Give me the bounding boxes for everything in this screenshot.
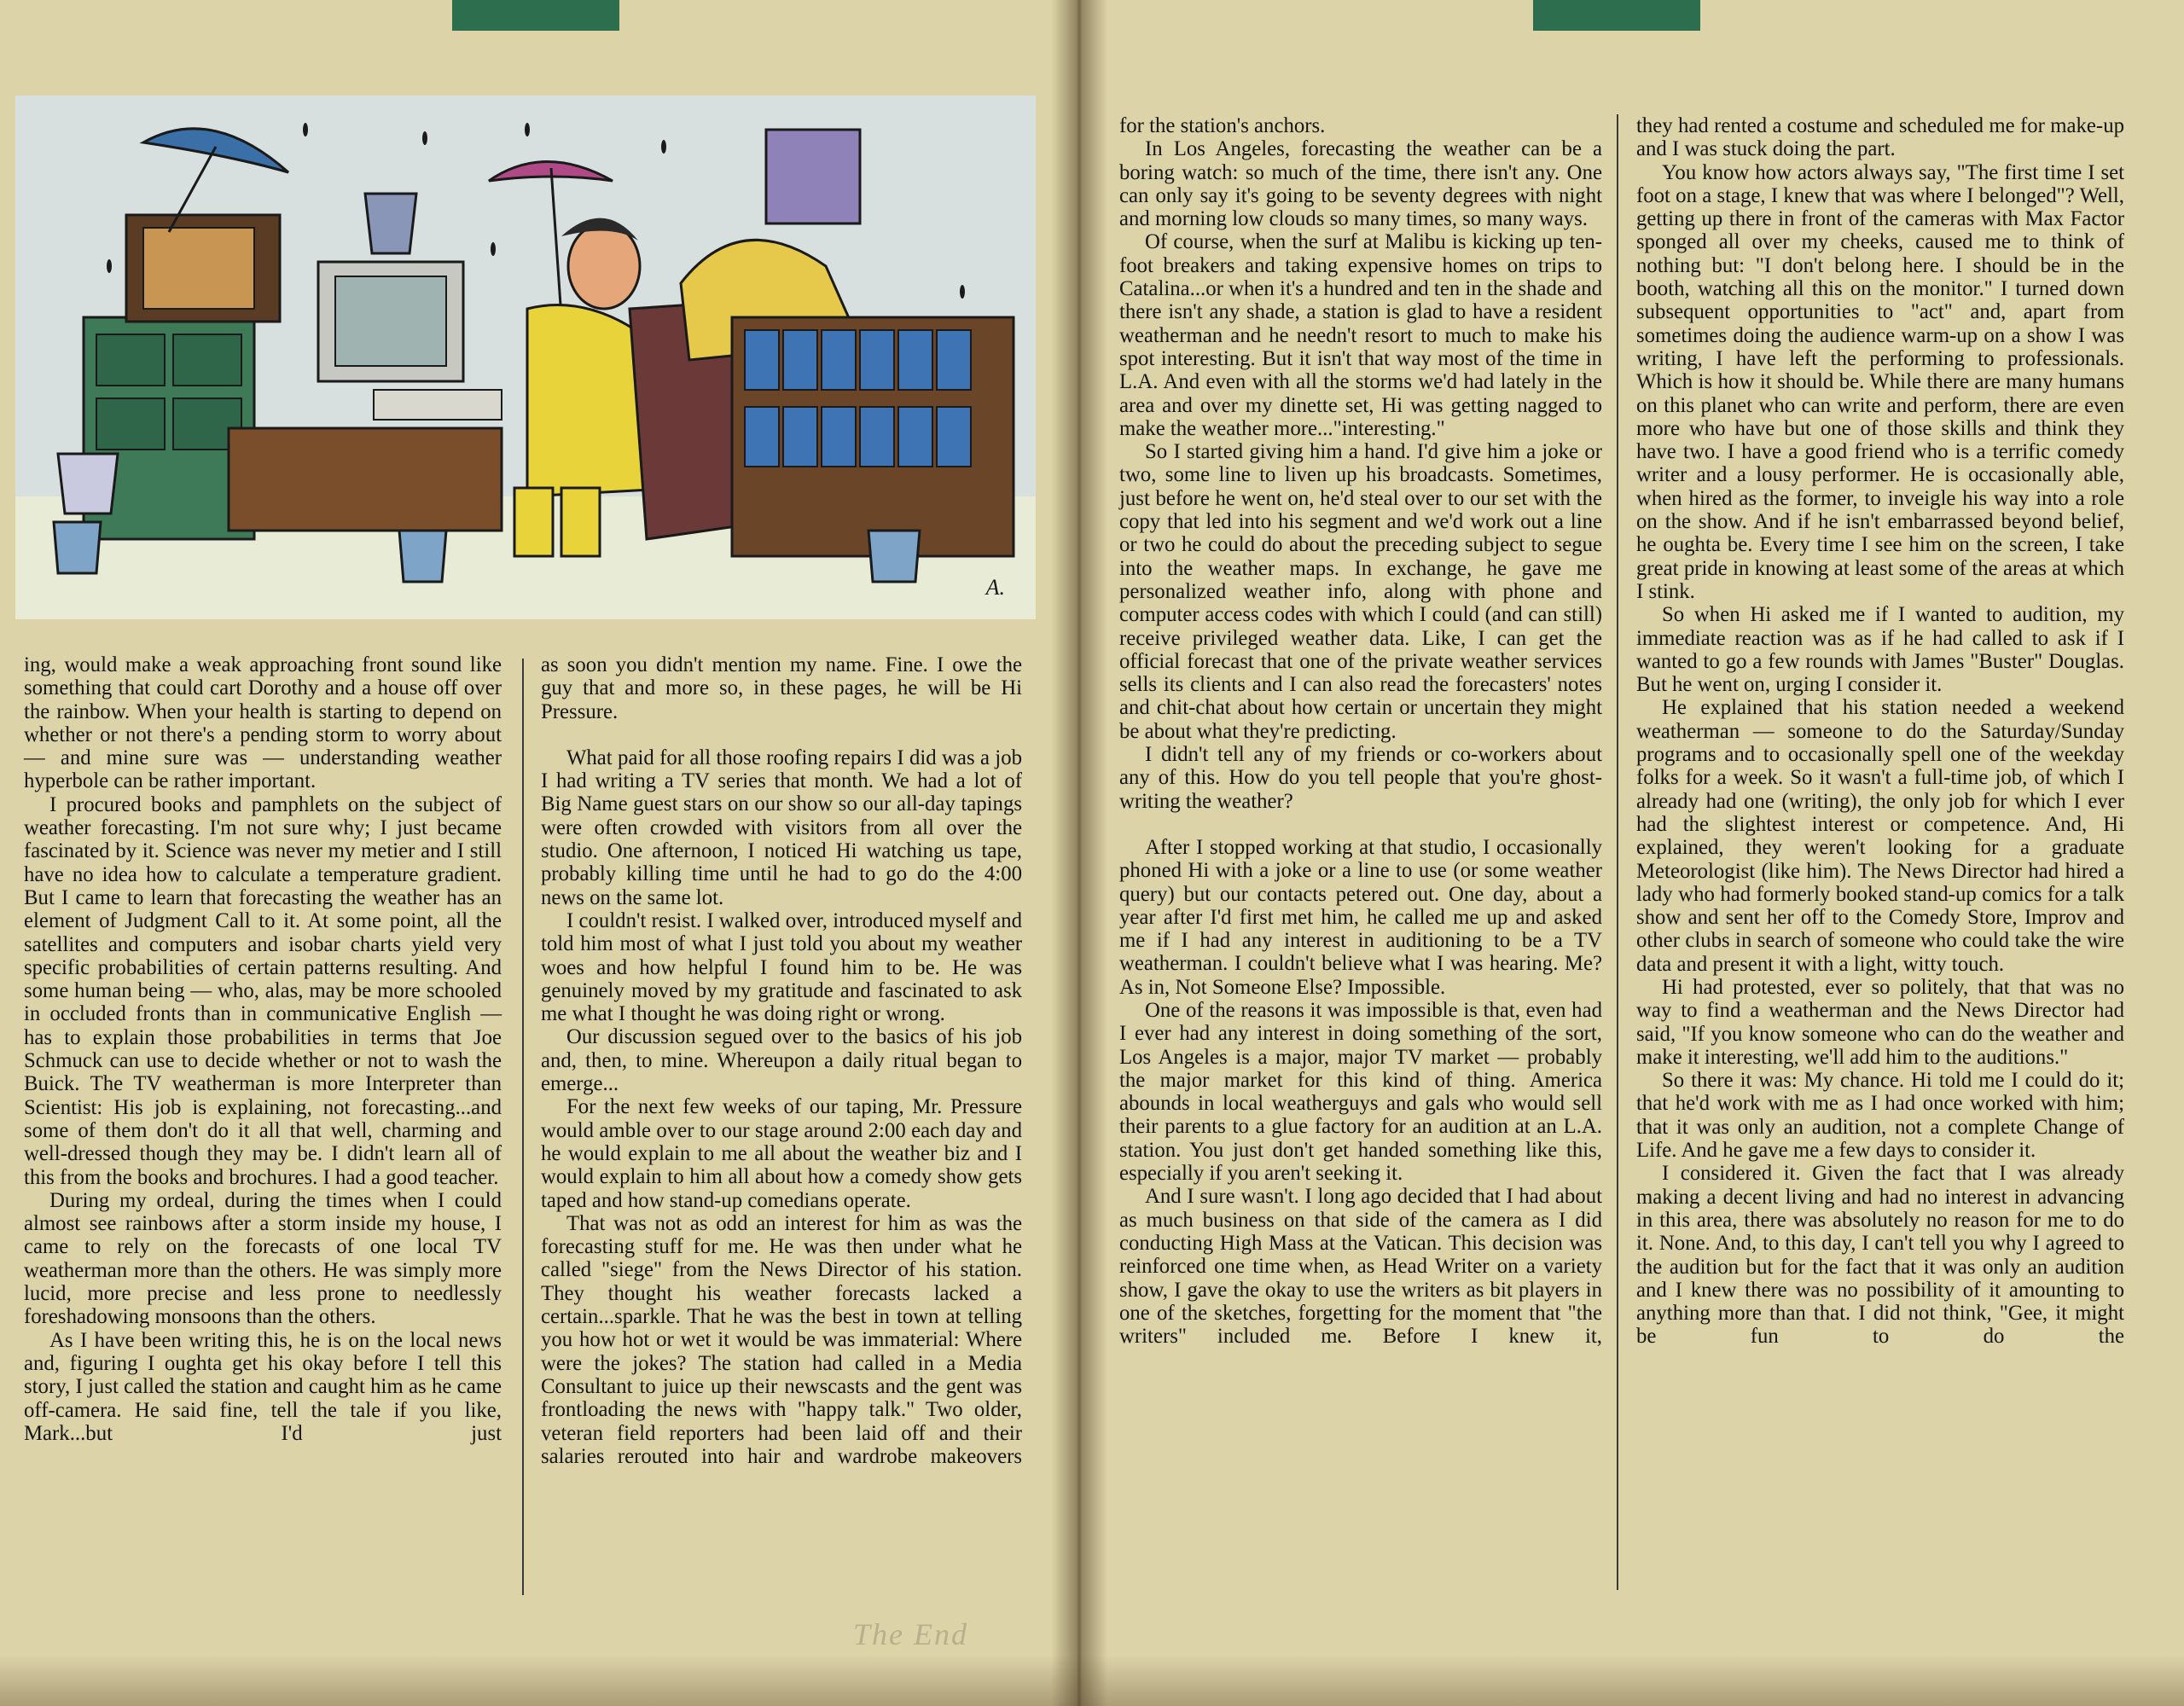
text-column-1 [24, 653, 502, 1445]
paragraph: In Los Angeles, forecasting the weather can be a boring watch: so much of the time, there isn't any. One can only say it's going to be seventy degrees with night and morning low clouds so many times, so many ways. [1119, 137, 1602, 231]
paragraph: You know how actors always say, "The first time I set foot on a stage, I knew that was where I belonged"? Well, getting up there in front of the cameras with Max Factor sponged all over my cheeks, caused me to think of nothing but: "I don't belong here. I should be in the booth, watching all this on the monitor." I turned down subsequent opportunities to "act" and, apart from sometimes doing the audience warm-up on a show I was writing, I have left the performing to professionals. Which is how it should be. While there are many humans on this planet who can write and perform, there are even more who have but one of those skills and think they have two. I have a good friend who is a terrific comedy writer and a lousy performer. He is occasionally able, when hired as the former, to inveigle his way into a role on the show. And if he isn't embarrassed beyond belief, he oughta be. Every time I see him on the screen, I take great pride in knowing at least some of the areas at which I stink. [1636, 160, 2124, 603]
column-rule-right [1617, 114, 1618, 1590]
paragraph: So there it was: My chance. Hi told me I could do it; that he'd work with me as I had once worked with him; that it was only an audition, not a complete Change of Life. And he gave me a few days to consider it. [1636, 1069, 2124, 1163]
paragraph: As I have been writing this, he is on the local news and, figuring I oughta get his okay before I tell this story, I just called the station and caught him as he came off-camera. He said fine, tell the tale if you like, Mark...but I'd just [24, 1328, 502, 1445]
paragraph: I couldn't resist. I walked over, introduced myself and told him most of what I just told you about my weather woes and how helpful I found him to be. He was genuinely moved by my gratitude and fascinated to ask me what I thought he was doing right or wrong. [541, 908, 1022, 1026]
paragraph: For the next few weeks of our taping, Mr. Pressure would amble over to our stage around 2:00 each day and he would explain to me all about the weather biz and I would explain to him all about how a comedy show gets taped and how stand-up comedians operate. [541, 1095, 1022, 1212]
text-column-2 [541, 653, 1022, 1468]
left-page-tab [452, 0, 619, 31]
cartoon-drawing [15, 96, 1036, 619]
paragraph: ing, would make a weak approaching front sound like something that could cart Dorothy and a house off over the rainbow. When your health is starting to depend on whether or not there's a pending storm to worry about — and mine sure was — understanding weather hyperbole can be rather important. [24, 653, 502, 793]
paragraph: And I sure wasn't. I long ago decided that I had about as much business on that side of the camera as I did conducting High Mass at the Vatican. This decision was reinforced one time when, as Head Writer on a variety show, I gave the okay to use the writers as bit players in one of the sketches, forgetting for the moment that "the writers" included me. Before I knew it, [1119, 1185, 1602, 1349]
book-spine [1051, 0, 1107, 1706]
paragraph: That was not as odd an interest for him as was the forecasting stuff for me. He was then under what he called "siege" from the News Director of his station. They thought his weather forecasts lacked a certain...sparkle. That he was the best in town at telling you how hot or wet it would be was immaterial: Where were the jokes? The station had called in a Media Consultant to juice up their newscasts and the gent was frontloading the news with "happy talk." Two older, veteran field reporters had been laid off and their salaries rerouted into hair and wardrobe makeovers [541, 1211, 1022, 1468]
text-column-3 [1119, 114, 1602, 1348]
paragraph: Our discussion segued over to the basics of his job and, then, to mine. Whereupon a daily ritual began to emerge... [541, 1025, 1022, 1096]
paragraph: as soon you didn't mention my name. Fine. I owe the guy that and more so, in these pages, he will be Hi Pressure. [541, 653, 1022, 723]
weatherman-illustration [15, 96, 1036, 619]
paragraph: So I started giving him a hand. I'd give him a joke or two, some line to liven up his broadcasts. Sometimes, just before he went on, he'd steal over to our set with the copy that led into his segment and we'd work out a line or two he could do about the preceding subject to segue into the weather maps. In exchange, he gave me personalized weather info, along with phone and computer access codes with which I could (and can still) receive privileged weather data. Like, I can get the official forecast that one of the private weather services sells its clients and I can also read the forecasters' notes and chit-chat about how certain or uncertain they might be about what they're predicting. [1119, 440, 1602, 743]
paragraph: What paid for all those roofing repairs I did was a job I had writing a TV series that month. We had a lot of Big Name guest stars on our show so our all-day tapings were often crowded with visitors from all over the studio. One afternoon, I noticed Hi watching us tape, probably killing time until he had to go do the 4:00 news on the same lot. [541, 746, 1022, 909]
paragraph: Of course, when the surf at Malibu is kicking up ten-foot breakers and taking expensive homes on trips to Catalina...or when it's a hundred and ten in the shade and there isn't any shade, a station is glad to have a resident weatherman and he needn't resort to much to make his spot interesting. But it isn't that way most of the time in L.A. And even with all the storms we'd had lately in the area and over my dinette set, Hi was getting nagged to make the weather more..."interesting." [1119, 230, 1602, 440]
page-bottom-shadow [0, 1655, 2184, 1706]
paragraph: I didn't tell any of my friends or co-workers about any of this. How do you tell people that you're ghost-writing the weather? [1119, 743, 1602, 813]
paragraph: So when Hi asked me if I wanted to audition, my immediate reaction was as if he had called to ask if I wanted to go a few rounds with James "Buster" Douglas. But he went on, urging I consider it. [1636, 603, 2124, 697]
paragraph: I procured books and pamphlets on the subject of weather forecasting. I'm not sure why; I just became fascinated by it. Science was never my metier and I still have no idea how to calculate a temperature gradient. But I came to learn that forecasting the weather has an element of Judgment Call to it. At some point, all the satellites and computers and isobar charts yield very specific probabilities of certain patterns resulting. And some human being — who, alas, may be more schooled in occluded fronts than in communicative English — has to explain those probabilities in terms that Joe Schmuck can use to decide whether or not to wash the Buick. The TV weatherman is more Interpreter than Scientist: His job is explaining, not forecasting...and some of them don't do it all that well, charming and well-dressed though they may be. I didn't learn all of this from the books and brochures. I had a good teacher. [24, 792, 502, 1189]
paragraph: Hi had protested, ever so politely, that that was no way to find a weatherman and the News Director had said, "If you know someone who can do the weather and make it interesting, we'll add him to the auditions." [1636, 975, 2124, 1069]
paragraph: During my ordeal, during the times when I could almost see rainbows after a storm inside my house, I came to rely on the forecasts of one local TV weatherman more than the others. He was simply more lucid, more precise and less prone to needlessly foreshadowing monsoons than the others. [24, 1188, 502, 1329]
paragraph: After I stopped working at that studio, I occasionally phoned Hi with a joke or a line to use (or some weather query) but our contacts petered out. One day, about a year after I'd first met him, he called me up and asked me if I had any interest in auditioning to be a TV weatherman. I couldn't believe what I was hearing. Me? As in, Not Someone Else? Impossible. [1119, 835, 1602, 999]
paragraph: they had rented a costume and scheduled me for make-up and I was stuck doing the part. [1636, 114, 2124, 161]
paragraph: for the station's anchors. [1119, 114, 1326, 137]
text-column-4 [1636, 114, 2124, 1349]
right-page-tab [1533, 0, 1700, 31]
paragraph: One of the reasons it was impossible is that, even had I ever had any interest in doing something of the sort, Los Angeles is a major, major TV market — probably the major market for this kind of thing. America abounds in local weatherguys and gals who would sell their parents to a glue factory for an audition at an L.A. station. You just don't get handed something like this, especially if you aren't seeking it. [1119, 998, 1602, 1186]
artist-signature: A. [985, 575, 1005, 600]
paragraph: He explained that his station needed a weekend weatherman — someone to do the Saturday/Sunday programs and to occasionally spell one of the weekday folks for a week. So it wasn't a full-time job, of which I already had one (writing), the only job for which I ever had the slightest interest or competence. And, Hi explained, they weren't looking for a graduate Meteorologist (like him). The News Director had hired a lady who had formerly booked stand-up comics for a talk show and sent her off to the Comedy Store, Improv and other clubs in search of someone who could take the wire data and present it with a light, witty touch. [1636, 696, 2124, 976]
paragraph: I considered it. Given the fact that I was already making a decent living and had no interest in advancing in this area, there was absolutely no reason for me to do it. None. And, to this day, I can't tell you why I agreed to the audition but for the fact that it was only an audition and I knew there was no possibility of it amounting to anything more than that. I did not think, "Gee, it might be fun to do the [1636, 1162, 2124, 1349]
column-rule-left [522, 659, 524, 1595]
faded-show-through-text: The End [853, 1617, 968, 1651]
